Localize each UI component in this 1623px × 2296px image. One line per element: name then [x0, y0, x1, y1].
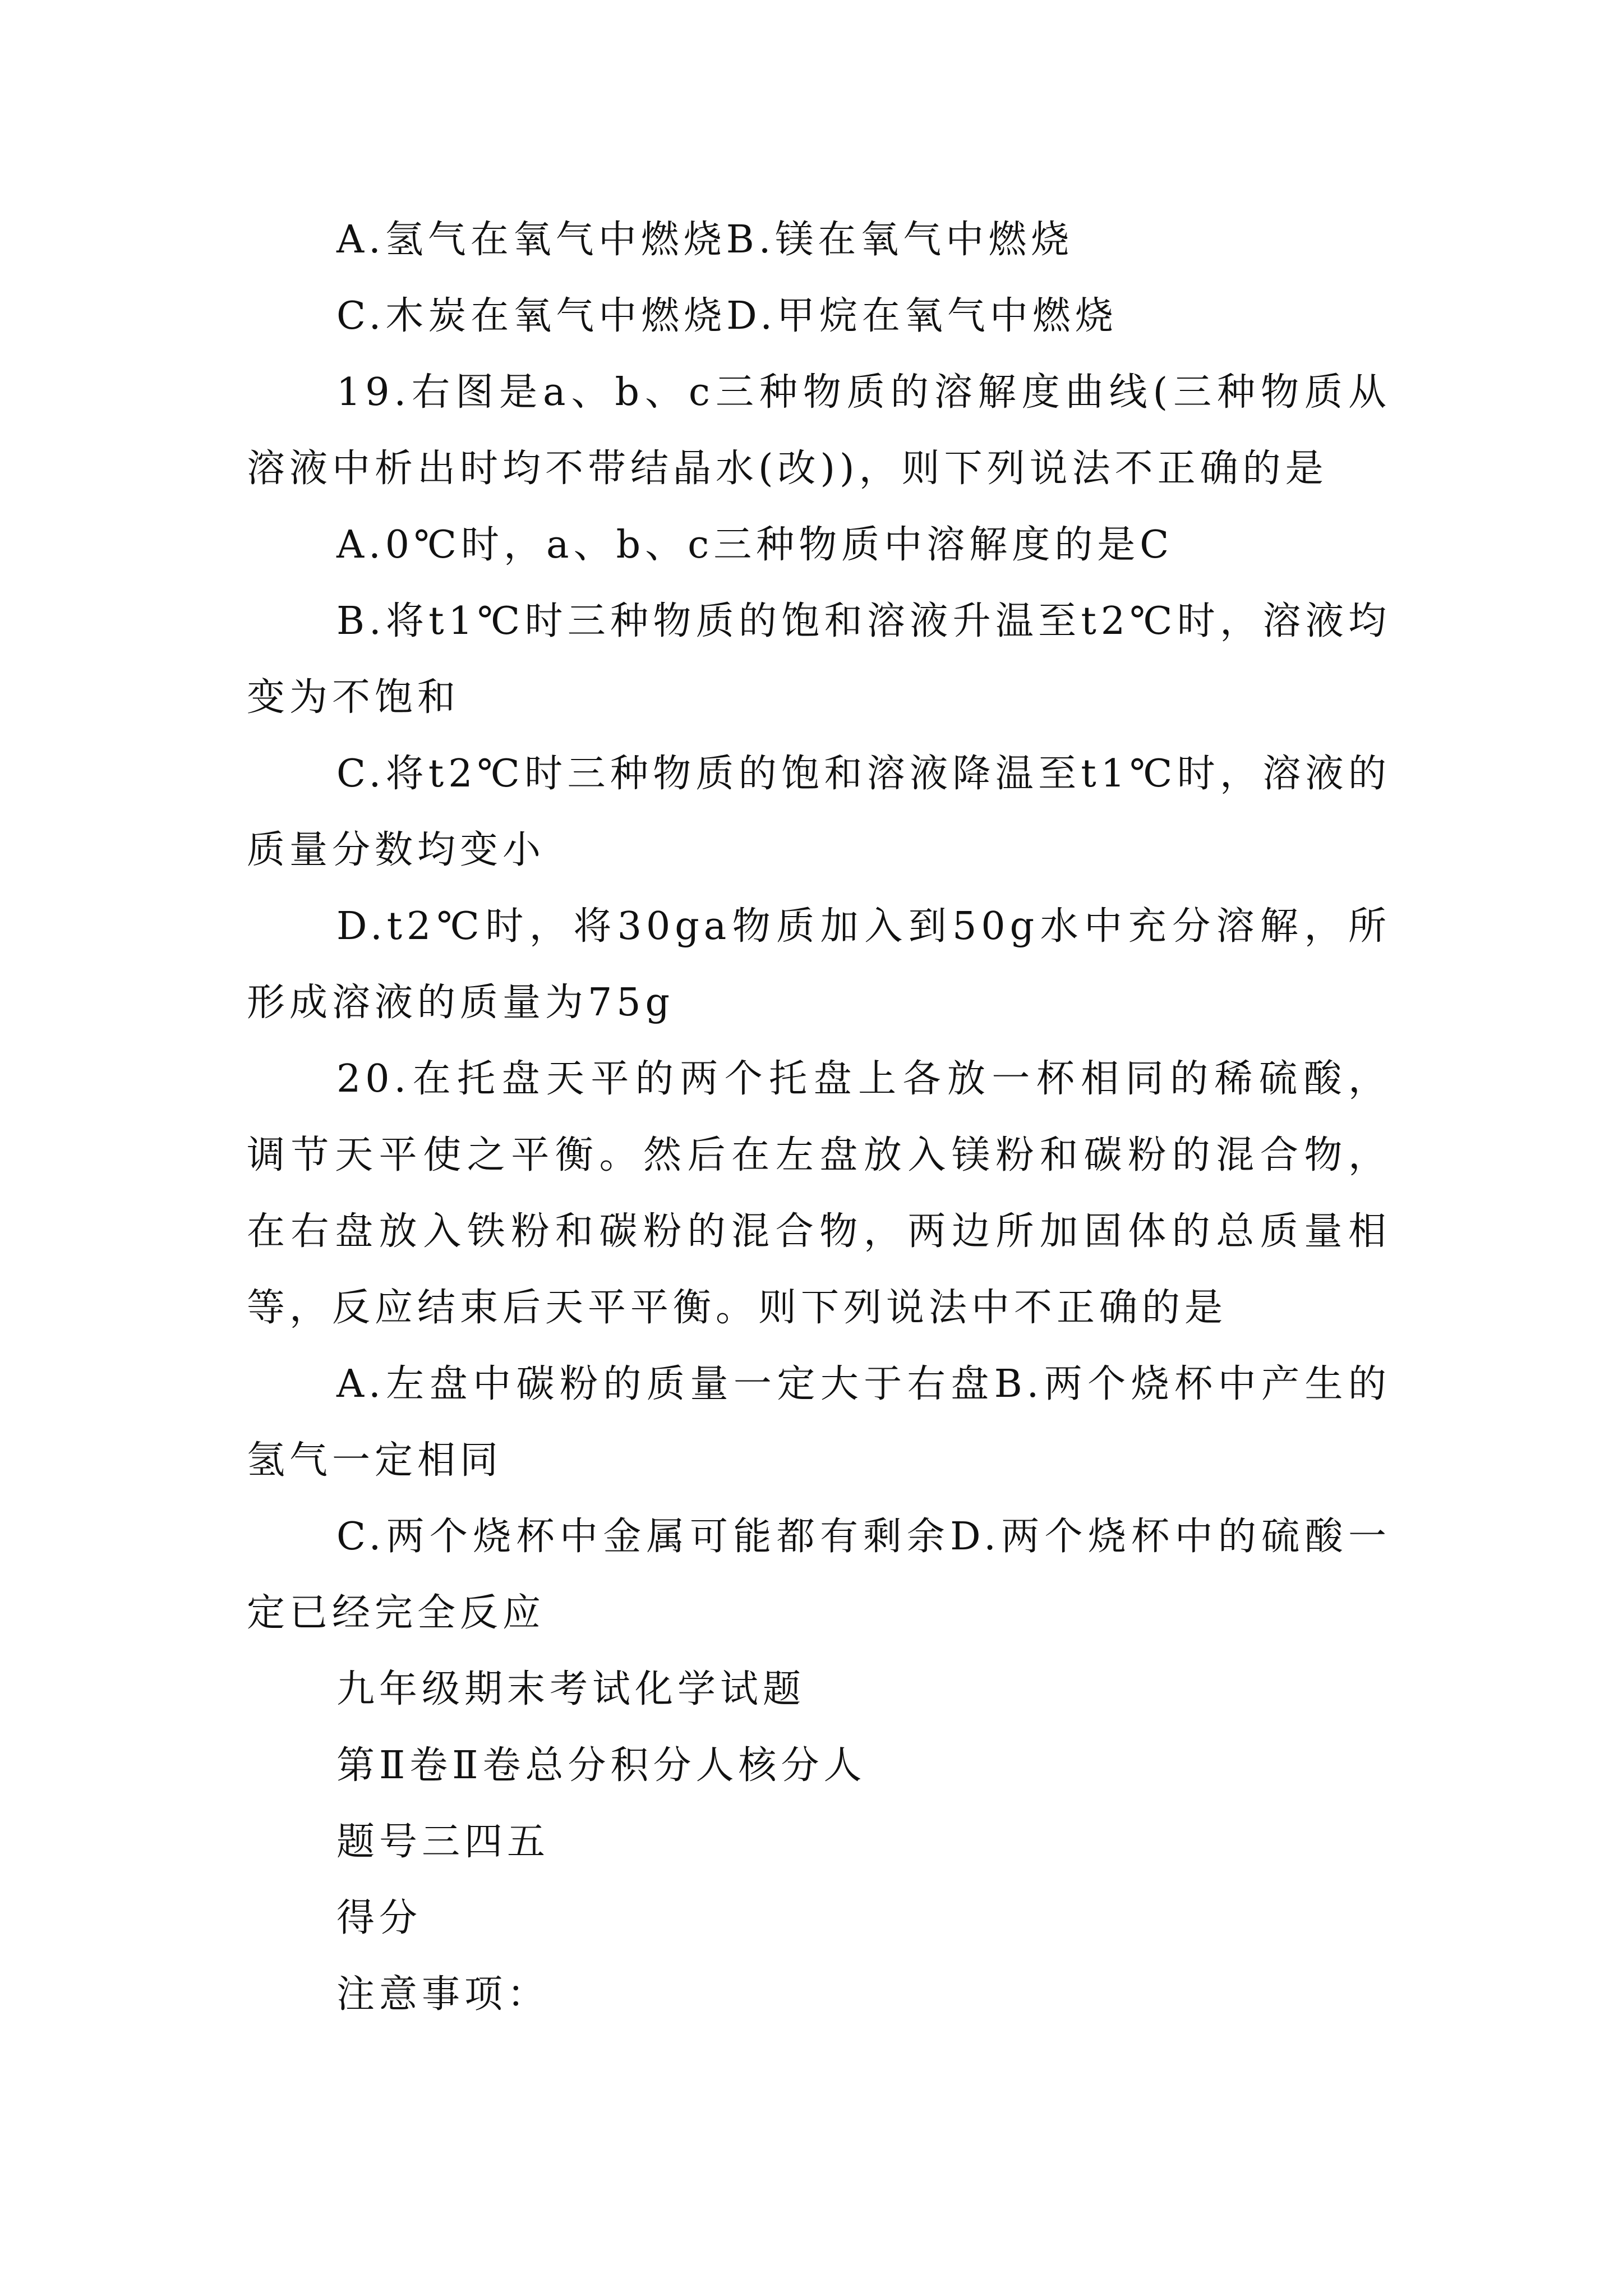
q19-option-a: A.0℃时，a、b、c三种物质中溶解度的是C	[336, 523, 1174, 567]
question-number-row: 题号三四五	[336, 1820, 550, 1864]
q20-options-cd: C.两个烧杯中金属可能都有剩余D.两个烧杯中的硫酸一定已经完全反应	[247, 1515, 1391, 1635]
exam-title: 九年级期末考试化学试题	[336, 1667, 806, 1711]
volume-two-header: 第Ⅱ卷Ⅱ卷总分积分人核分人	[336, 1743, 866, 1788]
q18-options-ab: A.氢气在氧气中燃烧B.镁在氧气中燃烧	[336, 218, 1074, 262]
document-page	[247, 202, 1391, 2033]
q20-options-ab: A.左盘中碳粉的质量一定大于右盘B.两个烧杯中产生的氢气一定相同	[247, 1362, 1391, 1483]
q18-options-cd: C.木炭在氧气中燃烧D.甲烷在氧气中燃烧	[336, 294, 1118, 338]
q19-stem: 19.右图是a、b、c三种物质的溶解度曲线(三种物质从溶液中析出时均不带结晶水(改))，则下列说法不正确的是	[247, 370, 1391, 491]
q19-option-d: D.t2℃时，将30ga物质加入到50g水中充分溶解，所形成溶液的质量为75g	[247, 904, 1391, 1025]
notes-heading: 注意事项：	[336, 1972, 550, 2017]
q19-option-b: B.将t1℃时三种物质的饱和溶液升温至t2℃时，溶液均变为不饱和	[247, 599, 1391, 720]
score-row: 得分	[336, 1896, 422, 1940]
q20-stem: 20.在托盘天平的两个托盘上各放一杯相同的稀硫酸，调节天平使之平衡。然后在左盘放入镁粉和碳粉的混合物，在右盘放入铁粉和碳粉的混合物，两边所加固体的总质量相等，反应结束后天平平衡。则下列说法中不正确的是	[247, 1057, 1391, 1330]
q19-option-c: C.将t2℃时三种物质的饱和溶液降温至t1℃时，溶液的质量分数均变小	[247, 752, 1391, 872]
